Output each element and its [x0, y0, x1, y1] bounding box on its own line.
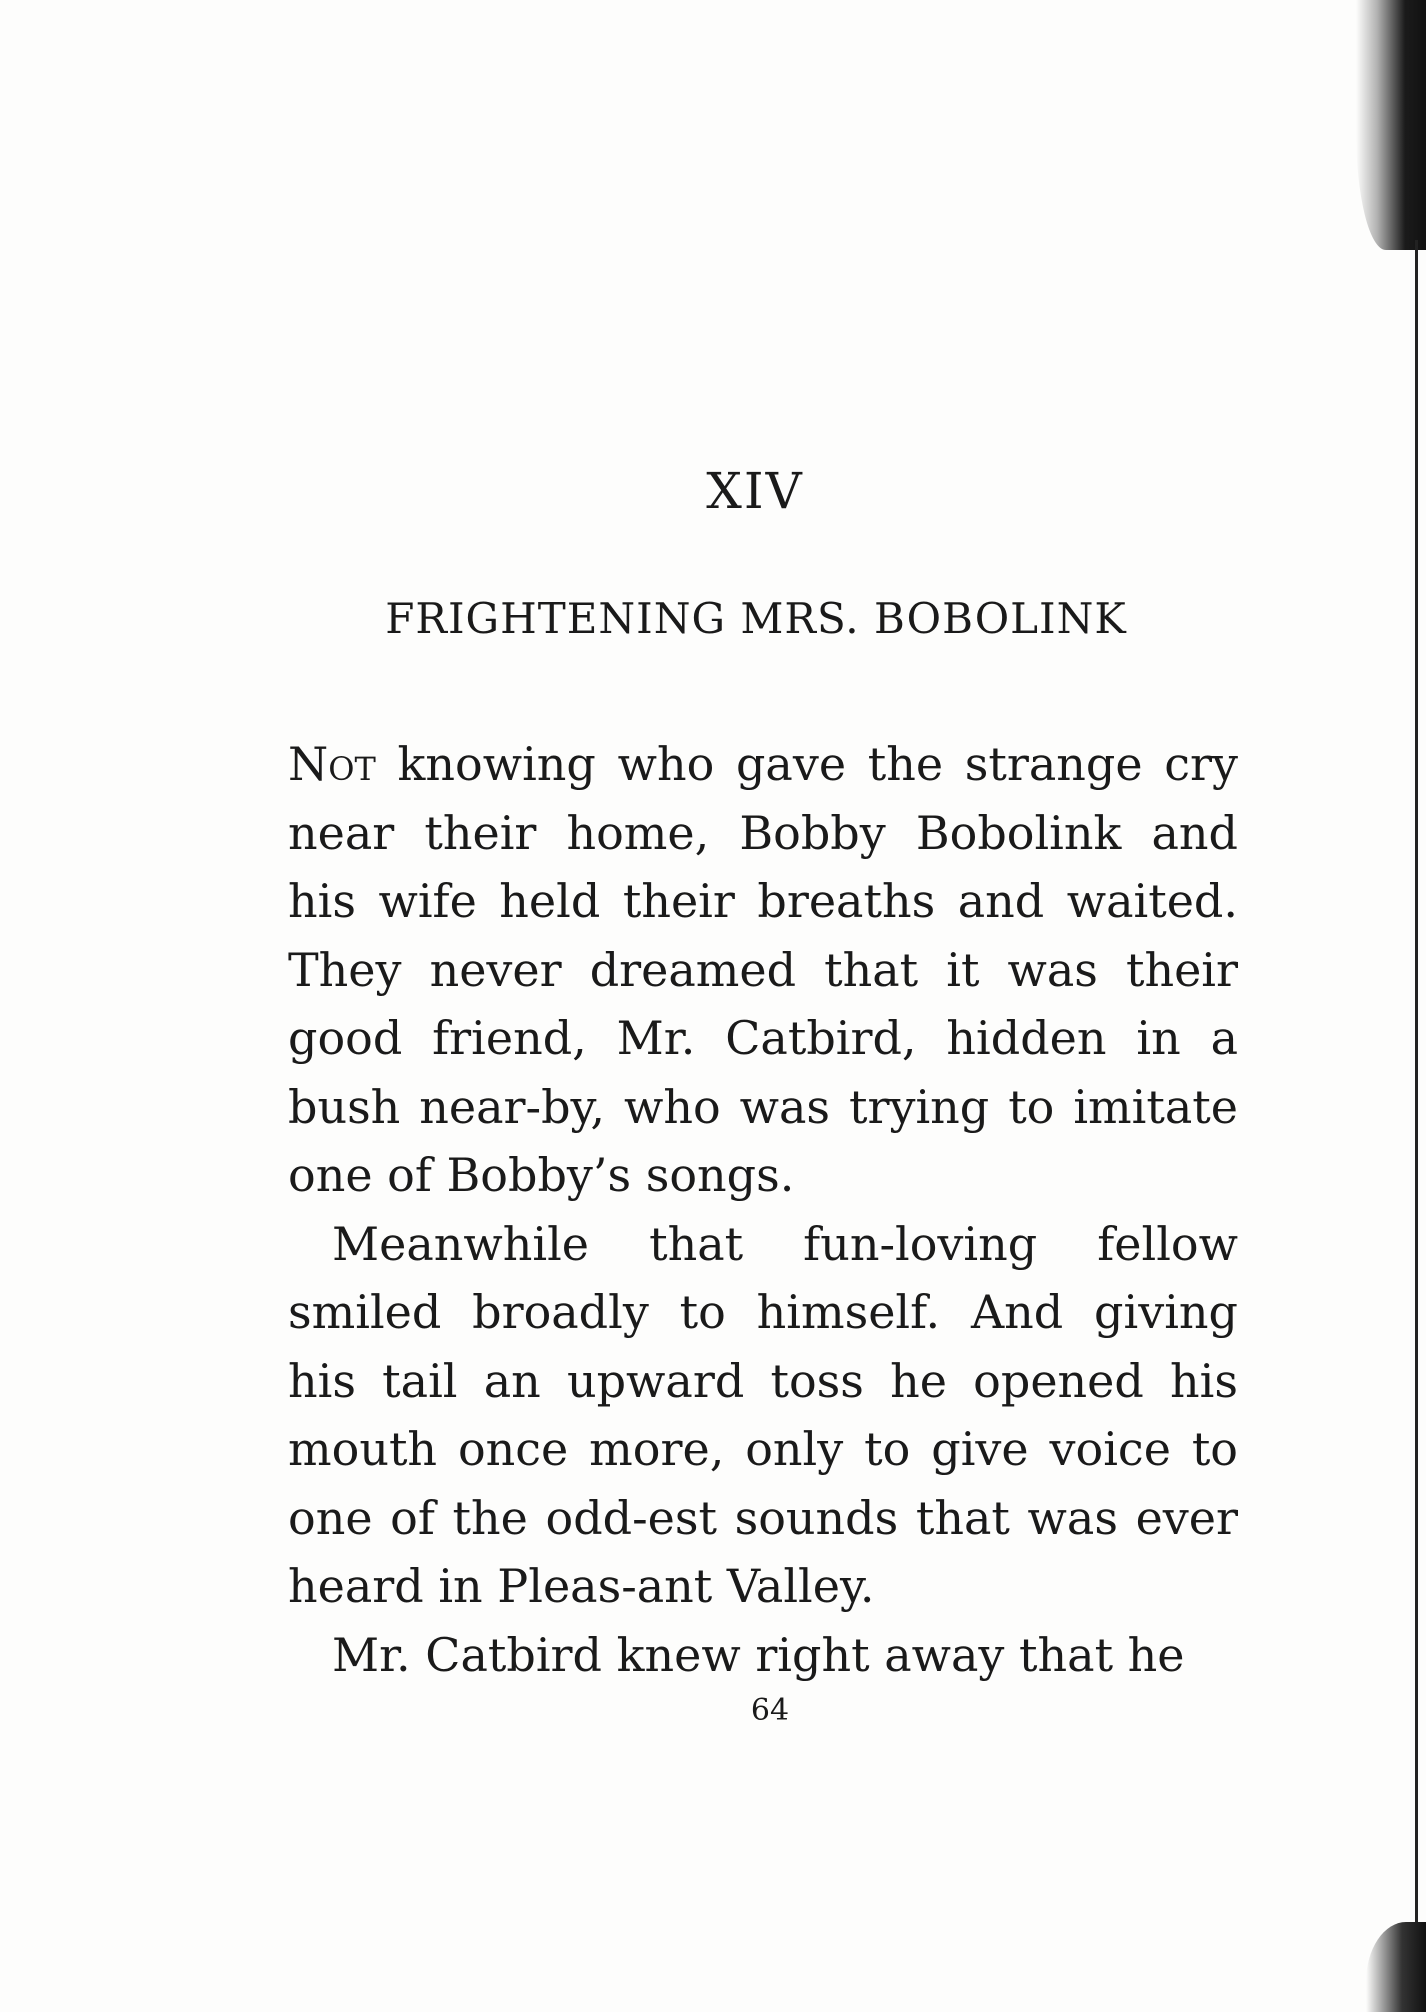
- paragraph-3: Mr. Catbird knew right away that he: [332, 1627, 1185, 1682]
- chapter-title: FRIGHTENING MRS. BOBOLINK: [385, 594, 1127, 643]
- page-number: 64: [750, 1693, 790, 1728]
- binding-shadow-top: [1356, 0, 1426, 250]
- body-text: [288, 730, 1238, 1689]
- paragraph-2: Meanwhile that fun-loving fellow smiled broadly to himself. And giving his tail an upward toss he opened his mouth once more, only to give voice to one of the odd-est sounds that was ever heard in Pleas-ant Valley.: [288, 1216, 1238, 1613]
- paragraph-1-text: knowing who gave the strange cry near their home, Bobby Bobolink and his wife held their breaths and waited. They never dreamed that it was their good friend, Mr. Catbird, hidden in a bush near-by, who was trying to imitate one of Bobby’s songs.: [288, 737, 1238, 1202]
- binding-shadow-bottom: [1366, 1922, 1426, 2012]
- chapter-number: XIV: [706, 462, 804, 520]
- paragraph-1: [288, 730, 1238, 1210]
- opening-word: Not: [288, 737, 376, 791]
